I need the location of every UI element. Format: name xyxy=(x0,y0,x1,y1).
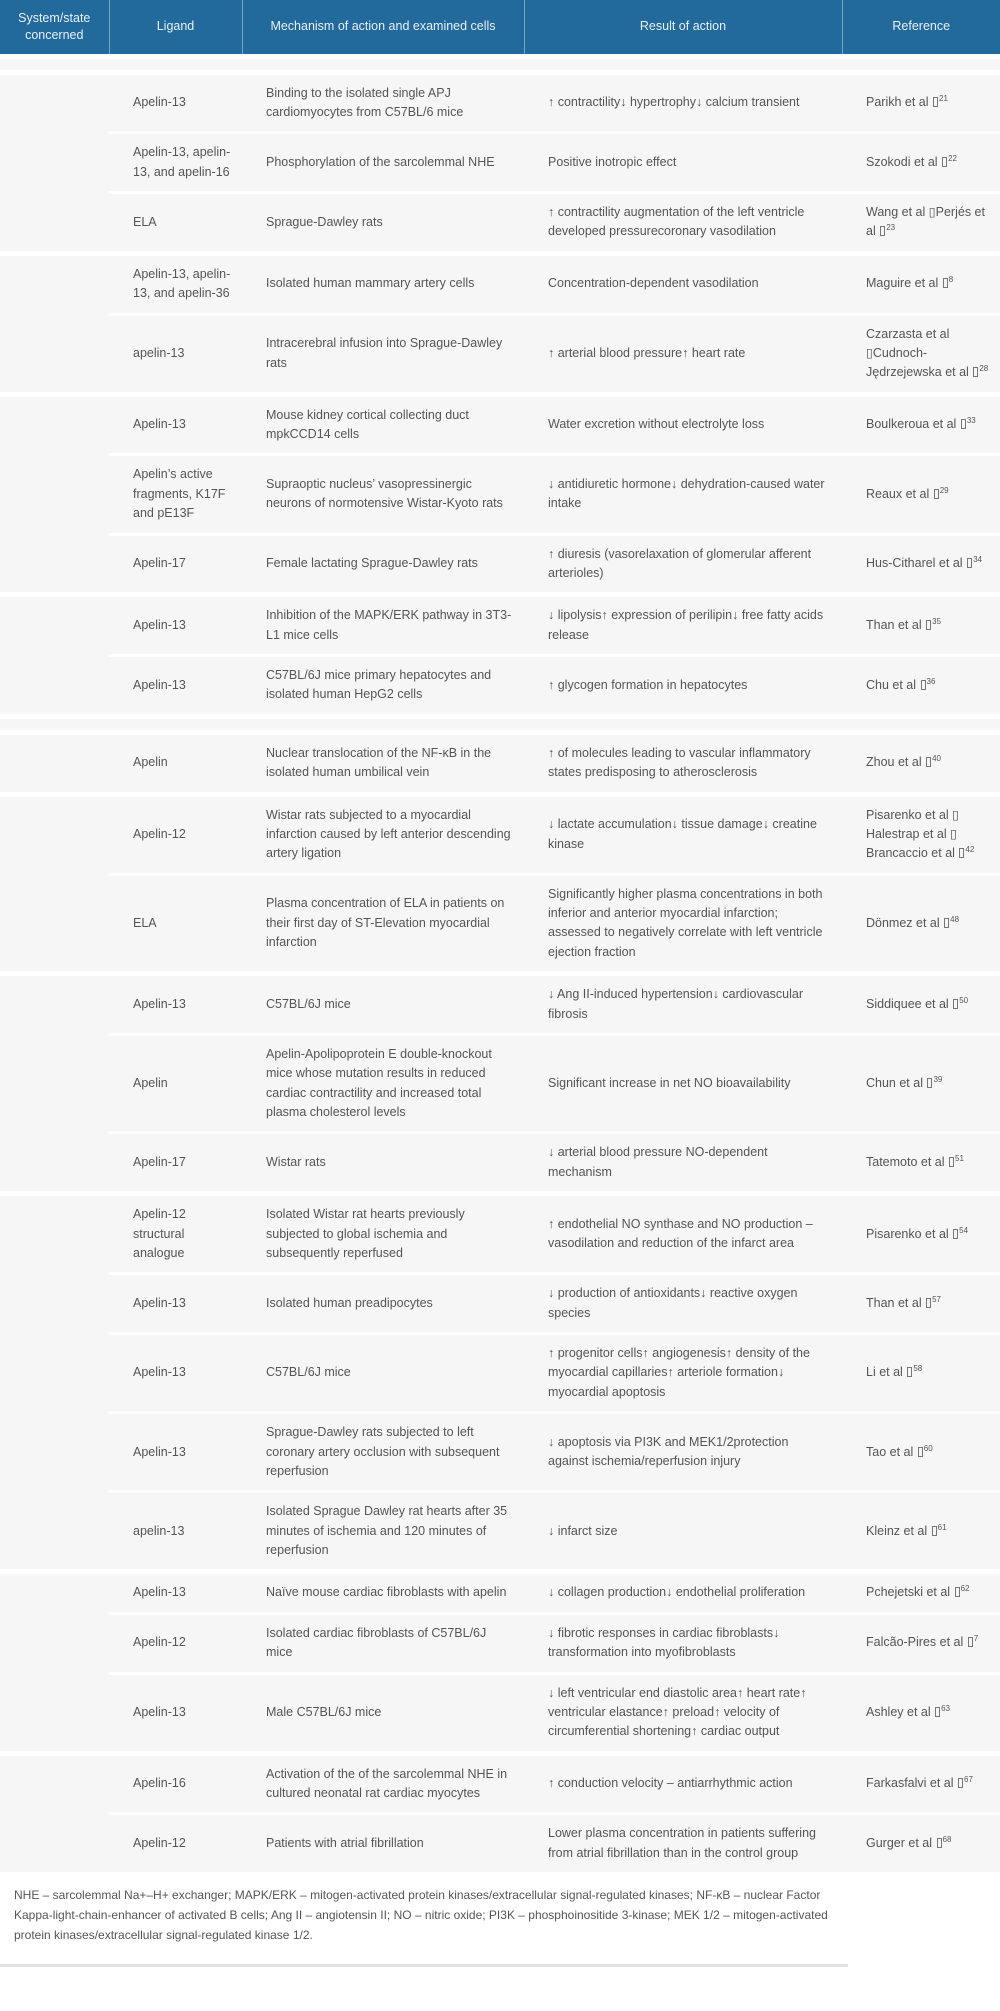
reference-text: Siddiquee et al xyxy=(866,996,949,1011)
mechanism-cell: Phosphorylation of the sarcolemmal NHE xyxy=(242,133,524,193)
system-state-cell xyxy=(0,72,109,253)
result-cell: ↓ antidiuretic hormone↓ dehydration-caused water intake xyxy=(524,455,842,534)
header-mechanism: Mechanism of action and examined cells xyxy=(242,0,524,56)
reference-number[interactable]: 67 xyxy=(964,1775,973,1785)
mechanism-cell: C57BL/6J mice primary hepatocytes and isolated human HepG2 cells xyxy=(242,656,524,717)
group-spacer-row xyxy=(0,716,1000,732)
ligand-cell: apelin-13 xyxy=(109,1492,242,1572)
reference-text: Czarzasta et al ▯Cudnoch-Jędrzejewska et al xyxy=(866,326,969,380)
reference-link-icon[interactable] xyxy=(949,1157,954,1167)
mechanism-cell: Isolated cardiac fibroblasts of C57BL/6J mice xyxy=(242,1613,524,1673)
result-cell: Significant increase in net NO bioavailability xyxy=(524,1034,842,1133)
table-row xyxy=(0,874,1000,974)
reference-number[interactable]: 42 xyxy=(965,845,975,855)
result-cell: Positive inotropic effect xyxy=(524,133,842,193)
system-state-cell xyxy=(0,794,109,974)
result-cell: ↑ arterial blood pressure↑ heart rate xyxy=(524,314,842,394)
mechanism-cell: Male C57BL/6J mice xyxy=(242,1673,524,1753)
reference-cell xyxy=(842,1572,1000,1613)
reference-cell xyxy=(842,534,1000,595)
reference-text: Hus-Citharel et al xyxy=(866,556,963,571)
ligand-cell: Apelin-12 xyxy=(109,794,242,874)
reference-link-icon[interactable] xyxy=(921,680,926,690)
reference-link-icon[interactable] xyxy=(933,97,938,107)
mechanism-cell: Wistar rats subjected to a myocardial infarction caused by left anterior descending artery ligation xyxy=(242,794,524,874)
reference-text: Than et al xyxy=(866,617,922,632)
table-row xyxy=(0,1274,1000,1334)
header-result: Result of action xyxy=(524,0,842,56)
result-cell: ↑ diuresis (vasorelaxation of glomerular afferent arterioles) xyxy=(524,534,842,595)
reference-text: Tao et al xyxy=(866,1444,914,1459)
table-row xyxy=(0,1194,1000,1274)
reference-cell xyxy=(842,314,1000,394)
header-reference: Reference xyxy=(842,0,1000,56)
table-row xyxy=(0,1753,1000,1814)
reference-cell xyxy=(842,253,1000,314)
ligand-cell: ELA xyxy=(109,874,242,974)
reference-number[interactable]: 29 xyxy=(939,485,949,495)
reference-text: Reaux et al xyxy=(866,486,930,501)
table-row xyxy=(0,1613,1000,1673)
mechanism-cell: Mouse kidney cortical collecting duct mpkCCD14 cells xyxy=(242,394,524,455)
reference-cell xyxy=(842,1133,1000,1194)
reference-cell xyxy=(842,656,1000,717)
result-cell: ↑ contractility augmentation of the left ventricle developed pressurecoronary vasodilation xyxy=(524,193,842,254)
reference-link-icon[interactable] xyxy=(944,918,949,928)
ligand-cell: Apelin xyxy=(109,1034,242,1133)
reference-link-icon[interactable] xyxy=(961,419,966,429)
ligand-cell: Apelin-17 xyxy=(109,1133,242,1194)
reference-number[interactable]: 68 xyxy=(942,1834,952,1844)
reference-cell xyxy=(842,732,1000,794)
reference-text: Pisarenko et al xyxy=(866,1226,949,1241)
reference-text: Tatemoto et al xyxy=(866,1155,945,1170)
reference-cell xyxy=(842,455,1000,534)
mechanism-cell: Naïve mouse cardiac fibroblasts with apelin xyxy=(242,1572,524,1613)
table-row xyxy=(0,1334,1000,1413)
result-cell: ↑ conduction velocity – antiarrhythmic action xyxy=(524,1753,842,1814)
system-state-cell xyxy=(0,253,109,394)
reference-text: Zhou et al xyxy=(866,755,922,770)
mechanism-cell: Sprague-Dawley rats subjected to left coronary artery occlusion with subsequent reperfusion xyxy=(242,1413,524,1492)
reference-number[interactable]: 50 xyxy=(959,995,969,1005)
reference-cell xyxy=(842,1673,1000,1753)
table-row xyxy=(0,72,1000,133)
reference-number[interactable]: 23 xyxy=(886,223,896,233)
reference-number[interactable]: 33 xyxy=(966,416,976,426)
result-cell: ↓ apoptosis via PI3K and MEK1/2protection against ischemia/reperfusion injury xyxy=(524,1413,842,1492)
reference-link-icon[interactable] xyxy=(943,278,948,288)
ligand-cell: Apelin-12 xyxy=(109,1613,242,1673)
reference-text: Farkasfalvi et al xyxy=(866,1776,954,1791)
reference-number[interactable]: 58 xyxy=(913,1364,923,1374)
reference-number[interactable]: 35 xyxy=(932,616,941,626)
reference-text: Maguire et al xyxy=(866,276,939,291)
table-footnote: NHE – sarcolemmal Na+–H+ exchanger; MAPK/ERK – mitogen-activated protein kinases/extracellular signal-regulated kinases; NF-κB – nuclear Factor Kappa-light-chain-enhancer of activated B cells; Ang II – angiotensin II; NO – nitric oxide; PI3K – phosphoinositide 3-kinase; MEK 1/2 – mitogen-activated protein kinases/extracellular signal-regulated kinase 1/2. xyxy=(0,1872,848,1966)
reference-link-icon[interactable] xyxy=(926,757,931,767)
reference-cell xyxy=(842,193,1000,254)
reference-link-icon[interactable] xyxy=(953,999,958,1009)
table-row xyxy=(0,1413,1000,1492)
ligand-cell: Apelin xyxy=(109,732,242,794)
reference-number[interactable]: 48 xyxy=(950,914,960,924)
reference-number[interactable]: 60 xyxy=(923,1443,933,1453)
mechanism-cell: Intracerebral infusion into Sprague-Dawley rats xyxy=(242,314,524,394)
table-row xyxy=(0,133,1000,193)
ligand-cell: Apelin’s active fragments, K17F and pE13F xyxy=(109,455,242,534)
system-state-cell xyxy=(0,1194,109,1572)
ligand-cell: ELA xyxy=(109,193,242,254)
table-row xyxy=(0,1034,1000,1133)
result-cell: ↑ glycogen formation in hepatocytes xyxy=(524,656,842,717)
ligand-cell: Apelin-13 xyxy=(109,974,242,1035)
mechanism-cell: Supraoptic nucleus’ vasopressinergic neurons of normotensive Wistar-Kyoto rats xyxy=(242,455,524,534)
reference-text: Ashley et al xyxy=(866,1704,931,1719)
reference-number[interactable]: 21 xyxy=(939,94,948,104)
table-row xyxy=(0,1673,1000,1753)
reference-number[interactable]: 40 xyxy=(932,754,941,764)
reference-link-icon[interactable] xyxy=(955,1587,960,1597)
reference-cell xyxy=(842,1613,1000,1673)
result-cell: ↓ infarct size xyxy=(524,1492,842,1572)
table-row xyxy=(0,1814,1000,1872)
reference-cell xyxy=(842,1274,1000,1334)
reference-link-icon[interactable] xyxy=(926,620,931,630)
result-cell: Lower plasma concentration in patients suffering from atrial fibrillation than in the control group xyxy=(524,1814,842,1872)
ligand-cell: Apelin-17 xyxy=(109,534,242,595)
reference-link-icon[interactable] xyxy=(953,1229,958,1239)
reference-text: Dönmez et al xyxy=(866,915,940,930)
group-spacer-row xyxy=(0,56,1000,72)
reference-number[interactable]: 7 xyxy=(973,1634,979,1644)
system-state-cell xyxy=(0,394,109,595)
reference-cell xyxy=(842,1814,1000,1872)
reference-link-icon[interactable] xyxy=(934,489,939,499)
ligand-cell: Apelin-13, apelin-13, and apelin-36 xyxy=(109,253,242,314)
table-header-row xyxy=(0,0,1000,56)
reference-cell xyxy=(842,1492,1000,1572)
result-cell: ↓ lipolysis↑ expression of perilipin↓ free fatty acids release xyxy=(524,595,842,656)
ligand-cell: Apelin-13 xyxy=(109,1274,242,1334)
system-state-cell xyxy=(0,595,109,717)
result-cell: ↓ left ventricular end diastolic area↑ heart rate↑ ventricular elastance↑ preload↑ velocity of circumferential shortening↑ cardiac output xyxy=(524,1673,842,1753)
mechanism-cell: Patients with atrial fibrillation xyxy=(242,1814,524,1872)
reference-text: Chu et al xyxy=(866,677,917,692)
reference-number[interactable]: 36 xyxy=(926,676,936,686)
mechanism-cell: Isolated Wistar rat hearts previously subjected to global ischemia and subsequently reperfused xyxy=(242,1194,524,1274)
ligand-cell: Apelin-16 xyxy=(109,1753,242,1814)
reference-cell xyxy=(842,1334,1000,1413)
reference-text: Boulkeroua et al xyxy=(866,417,957,432)
reference-link-icon[interactable] xyxy=(926,1298,931,1308)
table-row xyxy=(0,732,1000,794)
reference-link-icon[interactable] xyxy=(927,1078,932,1088)
result-cell: Concentration-dependent vasodilation xyxy=(524,253,842,314)
reference-cell xyxy=(842,394,1000,455)
table-row xyxy=(0,656,1000,717)
reference-text: Than et al xyxy=(866,1295,922,1310)
reference-link-icon[interactable] xyxy=(958,1778,963,1788)
reference-link-icon[interactable] xyxy=(937,1838,942,1848)
ligand-cell: Apelin-12 structural analogue xyxy=(109,1194,242,1274)
mechanism-cell: C57BL/6J mice xyxy=(242,974,524,1035)
reference-cell xyxy=(842,595,1000,656)
reference-text: Falcão-Pires et al xyxy=(866,1635,964,1650)
result-cell: ↑ of molecules leading to vascular inflammatory states predisposing to atherosclerosis xyxy=(524,732,842,794)
result-cell: ↓ production of antioxidants↓ reactive oxygen species xyxy=(524,1274,842,1334)
reference-number[interactable]: 22 xyxy=(948,153,957,163)
table-row xyxy=(0,253,1000,314)
reference-cell xyxy=(842,874,1000,974)
result-cell: ↓ arterial blood pressure NO-dependent mechanism xyxy=(524,1133,842,1194)
mechanism-cell: Female lactating Sprague-Dawley rats xyxy=(242,534,524,595)
reference-link-icon[interactable] xyxy=(973,367,978,377)
reference-link-icon[interactable] xyxy=(935,1707,940,1717)
reference-text: Parikh et al xyxy=(866,95,929,110)
table-row xyxy=(0,974,1000,1035)
table-row xyxy=(0,193,1000,254)
ligand-cell: Apelin-12 xyxy=(109,1814,242,1872)
reference-link-icon[interactable] xyxy=(880,226,885,236)
reference-link-icon[interactable] xyxy=(959,848,964,858)
table-row xyxy=(0,534,1000,595)
reference-link-icon[interactable] xyxy=(932,1526,937,1536)
reference-cell xyxy=(842,133,1000,193)
result-cell: ↑ progenitor cells↑ angiogenesis↑ density of the myocardial capillaries↑ arteriole formation↓ myocardial apoptosis xyxy=(524,1334,842,1413)
result-cell: ↑ endothelial NO synthase and NO production – vasodilation and reduction of the infarct area xyxy=(524,1194,842,1274)
mechanism-cell: Apelin-Apolipoprotein E double-knockout mice whose mutation results in reduced cardiac contractility and increased total plasma cholesterol levels xyxy=(242,1034,524,1133)
system-state-cell xyxy=(0,1572,109,1753)
table-row xyxy=(0,455,1000,534)
reference-text: Wang et al ▯Perjés et al xyxy=(866,205,985,239)
reference-link-icon[interactable] xyxy=(942,157,947,167)
ligand-cell: Apelin-13 xyxy=(109,1413,242,1492)
reference-number[interactable]: 61 xyxy=(937,1522,947,1532)
reference-number[interactable]: 57 xyxy=(932,1294,941,1304)
reference-number[interactable]: 51 xyxy=(955,1153,964,1163)
reference-text: Pisarenko et al ▯ Halestrap et al ▯ Brancaccio et al xyxy=(866,807,960,861)
result-cell: Water excretion without electrolyte loss xyxy=(524,394,842,455)
reference-cell xyxy=(842,1194,1000,1274)
mechanism-cell: Wistar rats xyxy=(242,1133,524,1194)
reference-cell xyxy=(842,974,1000,1035)
table-row xyxy=(0,394,1000,455)
ligand-cell: Apelin-13, apelin-13, and apelin-16 xyxy=(109,133,242,193)
reference-number[interactable]: 62 xyxy=(960,1584,970,1594)
mechanism-cell: Isolated Sprague Dawley rat hearts after 35 minutes of ischemia and 120 minutes of reperfusion xyxy=(242,1492,524,1572)
reference-cell xyxy=(842,794,1000,874)
system-state-cell xyxy=(0,974,109,1194)
reference-link-icon[interactable] xyxy=(907,1367,912,1377)
table-row xyxy=(0,1133,1000,1194)
reference-number[interactable]: 39 xyxy=(933,1074,943,1084)
reference-cell xyxy=(842,1413,1000,1492)
table-row xyxy=(0,1492,1000,1572)
result-cell: ↓ Ang II-induced hypertension↓ cardiovascular fibrosis xyxy=(524,974,842,1035)
result-cell: ↓ lactate accumulation↓ tissue damage↓ creatine kinase xyxy=(524,794,842,874)
mechanism-cell: Isolated human preadipocytes xyxy=(242,1274,524,1334)
reference-number[interactable]: 54 xyxy=(959,1225,969,1235)
mechanism-cell: Inhibition of the MAPK/ERK pathway in 3T3-L1 mice cells xyxy=(242,595,524,656)
header-ligand: Ligand xyxy=(109,0,242,56)
ligand-cell: Apelin-13 xyxy=(109,394,242,455)
reference-cell xyxy=(842,1034,1000,1133)
result-cell: ↓ fibrotic responses in cardiac fibroblasts↓ transformation into myofibroblasts xyxy=(524,1613,842,1673)
mechanism-cell: Activation of the of the sarcolemmal NHE in cultured neonatal rat cardiac myocytes xyxy=(242,1753,524,1814)
result-cell: ↑ contractility↓ hypertrophy↓ calcium transient xyxy=(524,72,842,133)
reference-link-icon[interactable] xyxy=(967,558,972,568)
table-row xyxy=(0,794,1000,874)
mechanism-cell: Plasma concentration of ELA in patients on their first day of ST-Elevation myocardial infarction xyxy=(242,874,524,974)
reference-text: Chun et al xyxy=(866,1075,923,1090)
result-cell: Significantly higher plasma concentrations in both inferior and anterior myocardial infarction; assessed to negatively correlate with left ventricle ejection fraction xyxy=(524,874,842,974)
ligand-cell: Apelin-13 xyxy=(109,1334,242,1413)
mechanism-cell: Isolated human mammary artery cells xyxy=(242,253,524,314)
reference-text: Kleinz et al xyxy=(866,1523,928,1538)
mechanism-cell: Binding to the isolated single APJ cardiomyocytes from C57BL/6 mice xyxy=(242,72,524,133)
reference-number[interactable]: 28 xyxy=(979,364,989,374)
table-row xyxy=(0,1572,1000,1613)
reference-link-icon[interactable] xyxy=(918,1447,923,1457)
reference-text: Gurger et al xyxy=(866,1836,933,1851)
system-state-cell xyxy=(0,732,109,794)
reference-number[interactable]: 63 xyxy=(941,1703,951,1713)
mechanism-cell: C57BL/6J mice xyxy=(242,1334,524,1413)
reference-number[interactable]: 8 xyxy=(948,275,954,285)
header-system-state: System/state concerned xyxy=(0,0,109,56)
reference-text: Pchejetski et al xyxy=(866,1585,951,1600)
result-cell: ↓ collagen production↓ endothelial proliferation xyxy=(524,1572,842,1613)
reference-number[interactable]: 34 xyxy=(973,555,982,565)
ligand-cell: Apelin-13 xyxy=(109,72,242,133)
ligand-cell: Apelin-13 xyxy=(109,656,242,717)
reference-cell xyxy=(842,1753,1000,1814)
table-row xyxy=(0,595,1000,656)
reference-text: Szokodi et al xyxy=(866,154,938,169)
ligand-cell: Apelin-13 xyxy=(109,595,242,656)
reference-link-icon[interactable] xyxy=(968,1637,973,1647)
mechanism-cell: Sprague-Dawley rats xyxy=(242,193,524,254)
ligand-cell: Apelin-13 xyxy=(109,1572,242,1613)
mechanism-cell: Nuclear translocation of the NF-κB in the isolated human umbilical vein xyxy=(242,732,524,794)
reference-text: Li et al xyxy=(866,1365,903,1380)
system-state-cell xyxy=(0,1753,109,1872)
table-row xyxy=(0,314,1000,394)
ligand-cell: Apelin-13 xyxy=(109,1673,242,1753)
reference-cell xyxy=(842,72,1000,133)
ligand-cell: apelin-13 xyxy=(109,314,242,394)
